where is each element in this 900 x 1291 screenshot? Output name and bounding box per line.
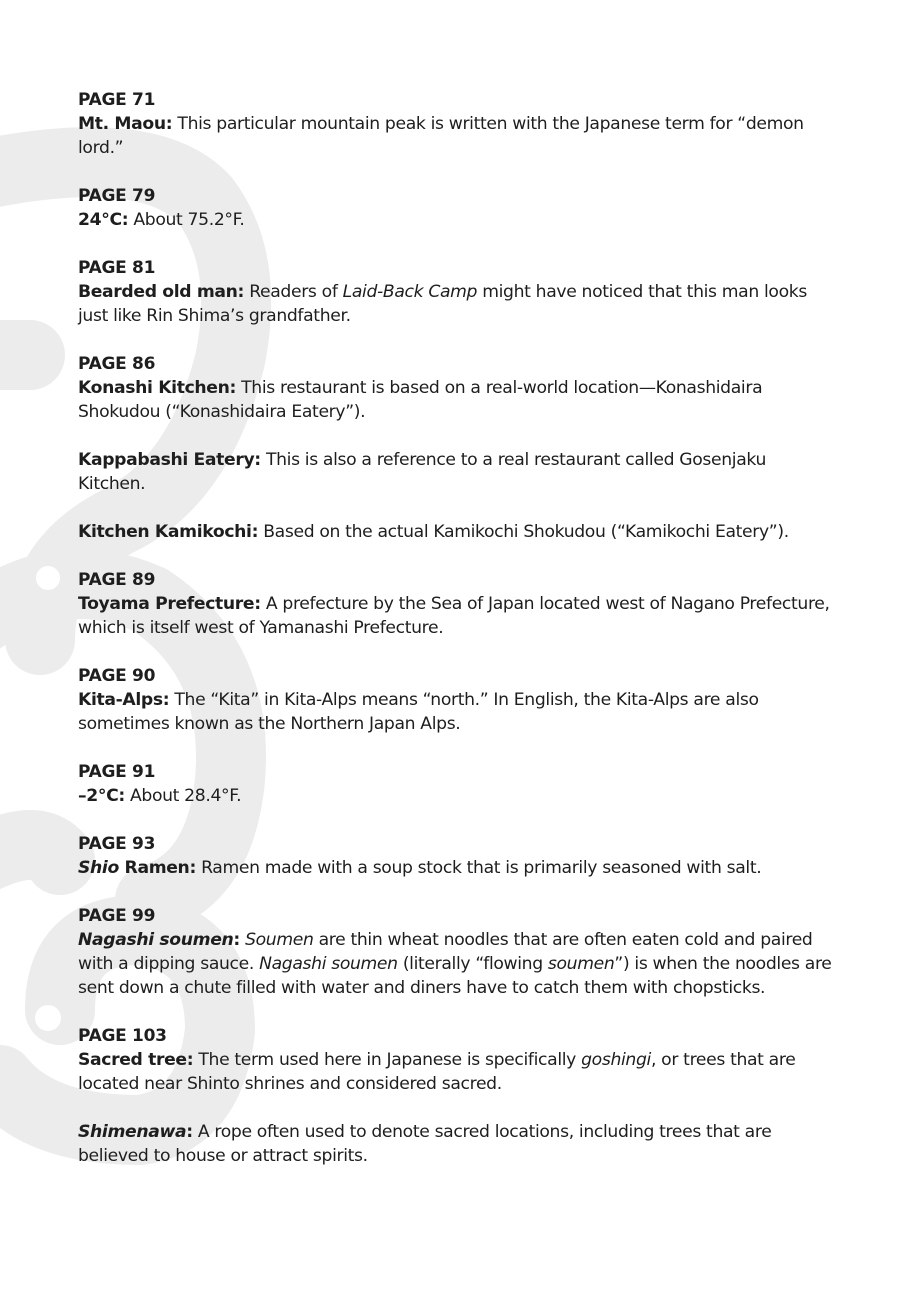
glossary-entry — [78, 784, 838, 808]
entry-term: Kitchen Kamikochi: — [78, 522, 259, 542]
entry-text: soumen — [547, 954, 615, 974]
entry-text: Laid-Back Camp — [342, 282, 478, 302]
page-heading: PAGE 91 — [78, 762, 156, 782]
entry-term: Kita-Alps: — [78, 690, 170, 710]
glossary-entry — [78, 592, 838, 640]
entry-text: The “Kita” in Kita-Alps means “north.” In English, the Kita-Alps are also sometimes known as the Northern Japan Alps. — [78, 690, 759, 734]
page-note-section — [78, 184, 838, 232]
entry-term: : — [233, 930, 240, 950]
entry-term: Mt. Maou: — [78, 114, 173, 134]
entry-text: Readers of — [244, 282, 343, 302]
glossary-entry — [78, 208, 838, 232]
entry-text: This restaurant is based on a real-world location—Konashidaira Shokudou (“Konashidaira Eatery”). — [78, 378, 763, 422]
glossary-entry — [78, 448, 838, 496]
entry-term: 24°C: — [78, 210, 129, 230]
entry-term: Toyama Prefecture: — [78, 594, 261, 614]
page-heading: PAGE 93 — [78, 834, 156, 854]
entry-text: About 28.4°F. — [124, 786, 242, 806]
page-heading: PAGE 89 — [78, 570, 156, 590]
glossary-entry — [78, 112, 838, 160]
entry-text: A rope often used to denote sacred locations, including trees that are believed to house or attract spirits. — [78, 1122, 772, 1166]
glossary-entry — [78, 280, 838, 328]
entry-text: A prefecture by the Sea of Japan located west of Nagano Prefecture, which is itself west of Yamanashi Prefecture. — [78, 594, 830, 638]
entry-text: Nagashi soumen — [259, 954, 398, 974]
glossary-entry — [78, 1048, 838, 1096]
entry-term: Bearded old man: — [78, 282, 245, 302]
entry-term: : — [186, 1122, 193, 1142]
page-heading: PAGE 90 — [78, 666, 156, 686]
entry-text: About 75.2°F. — [128, 210, 245, 230]
glossary-notes — [78, 88, 838, 1192]
page-note-section — [78, 832, 838, 880]
entry-text: Soumen — [245, 930, 314, 950]
glossary-entry — [78, 376, 838, 424]
page-note-section — [78, 760, 838, 808]
entry-text: are thin wheat noodles that are often eaten cold and paired with a dipping sauce. — [78, 930, 813, 974]
entry-term: Konashi Kitchen: — [78, 378, 237, 398]
page-note-section — [78, 88, 838, 160]
glossary-entry — [78, 1120, 838, 1168]
entry-text: , or trees that are located near Shinto shrines and considered sacred. — [78, 1050, 796, 1094]
entry-text: ”) is when the noodles are sent down a chute filled with water and diners have to catch them with chopsticks. — [78, 954, 832, 998]
glossary-entry — [78, 856, 838, 880]
entry-text: This particular mountain peak is written with the Japanese term for “demon lord.” — [78, 114, 804, 158]
page-heading: PAGE 71 — [78, 90, 156, 110]
entry-term: –2°C: — [78, 786, 125, 806]
page-heading: PAGE 79 — [78, 186, 156, 206]
page-heading: PAGE 103 — [78, 1026, 167, 1046]
page-note-section — [78, 352, 838, 544]
page-heading: PAGE 99 — [78, 906, 156, 926]
entry-term: Shio — [78, 858, 119, 878]
page-heading: PAGE 86 — [78, 354, 156, 374]
entry-term: Nagashi soumen — [78, 930, 234, 950]
glossary-entry — [78, 688, 838, 736]
entry-text: goshingi — [581, 1050, 651, 1070]
entry-text: Based on the actual Kamikochi Shokudou (“Kamikochi Eatery”). — [258, 522, 789, 542]
entry-term: Sacred tree: — [78, 1050, 194, 1070]
glossary-entry — [78, 520, 838, 544]
entry-text: This is also a reference to a real restaurant called Gosenjaku Kitchen. — [78, 450, 766, 494]
entry-text: might have noticed that this man looks just like Rin Shima’s grandfather. — [78, 282, 807, 326]
page-note-section — [78, 904, 838, 1000]
page-note-section — [78, 1024, 838, 1168]
page-heading: PAGE 81 — [78, 258, 156, 278]
entry-text: Ramen made with a soup stock that is primarily seasoned with salt. — [195, 858, 762, 878]
page-note-section — [78, 256, 838, 328]
entry-term: Ramen: — [118, 858, 196, 878]
entry-term: Kappabashi Eatery: — [78, 450, 261, 470]
page-note-section — [78, 568, 838, 640]
entry-term: Shimenawa — [78, 1122, 187, 1142]
entry-text: (literally “flowing — [397, 954, 548, 974]
glossary-entry — [78, 928, 838, 1000]
page-note-section — [78, 664, 838, 736]
entry-text: The term used here in Japanese is specifically — [193, 1050, 582, 1070]
